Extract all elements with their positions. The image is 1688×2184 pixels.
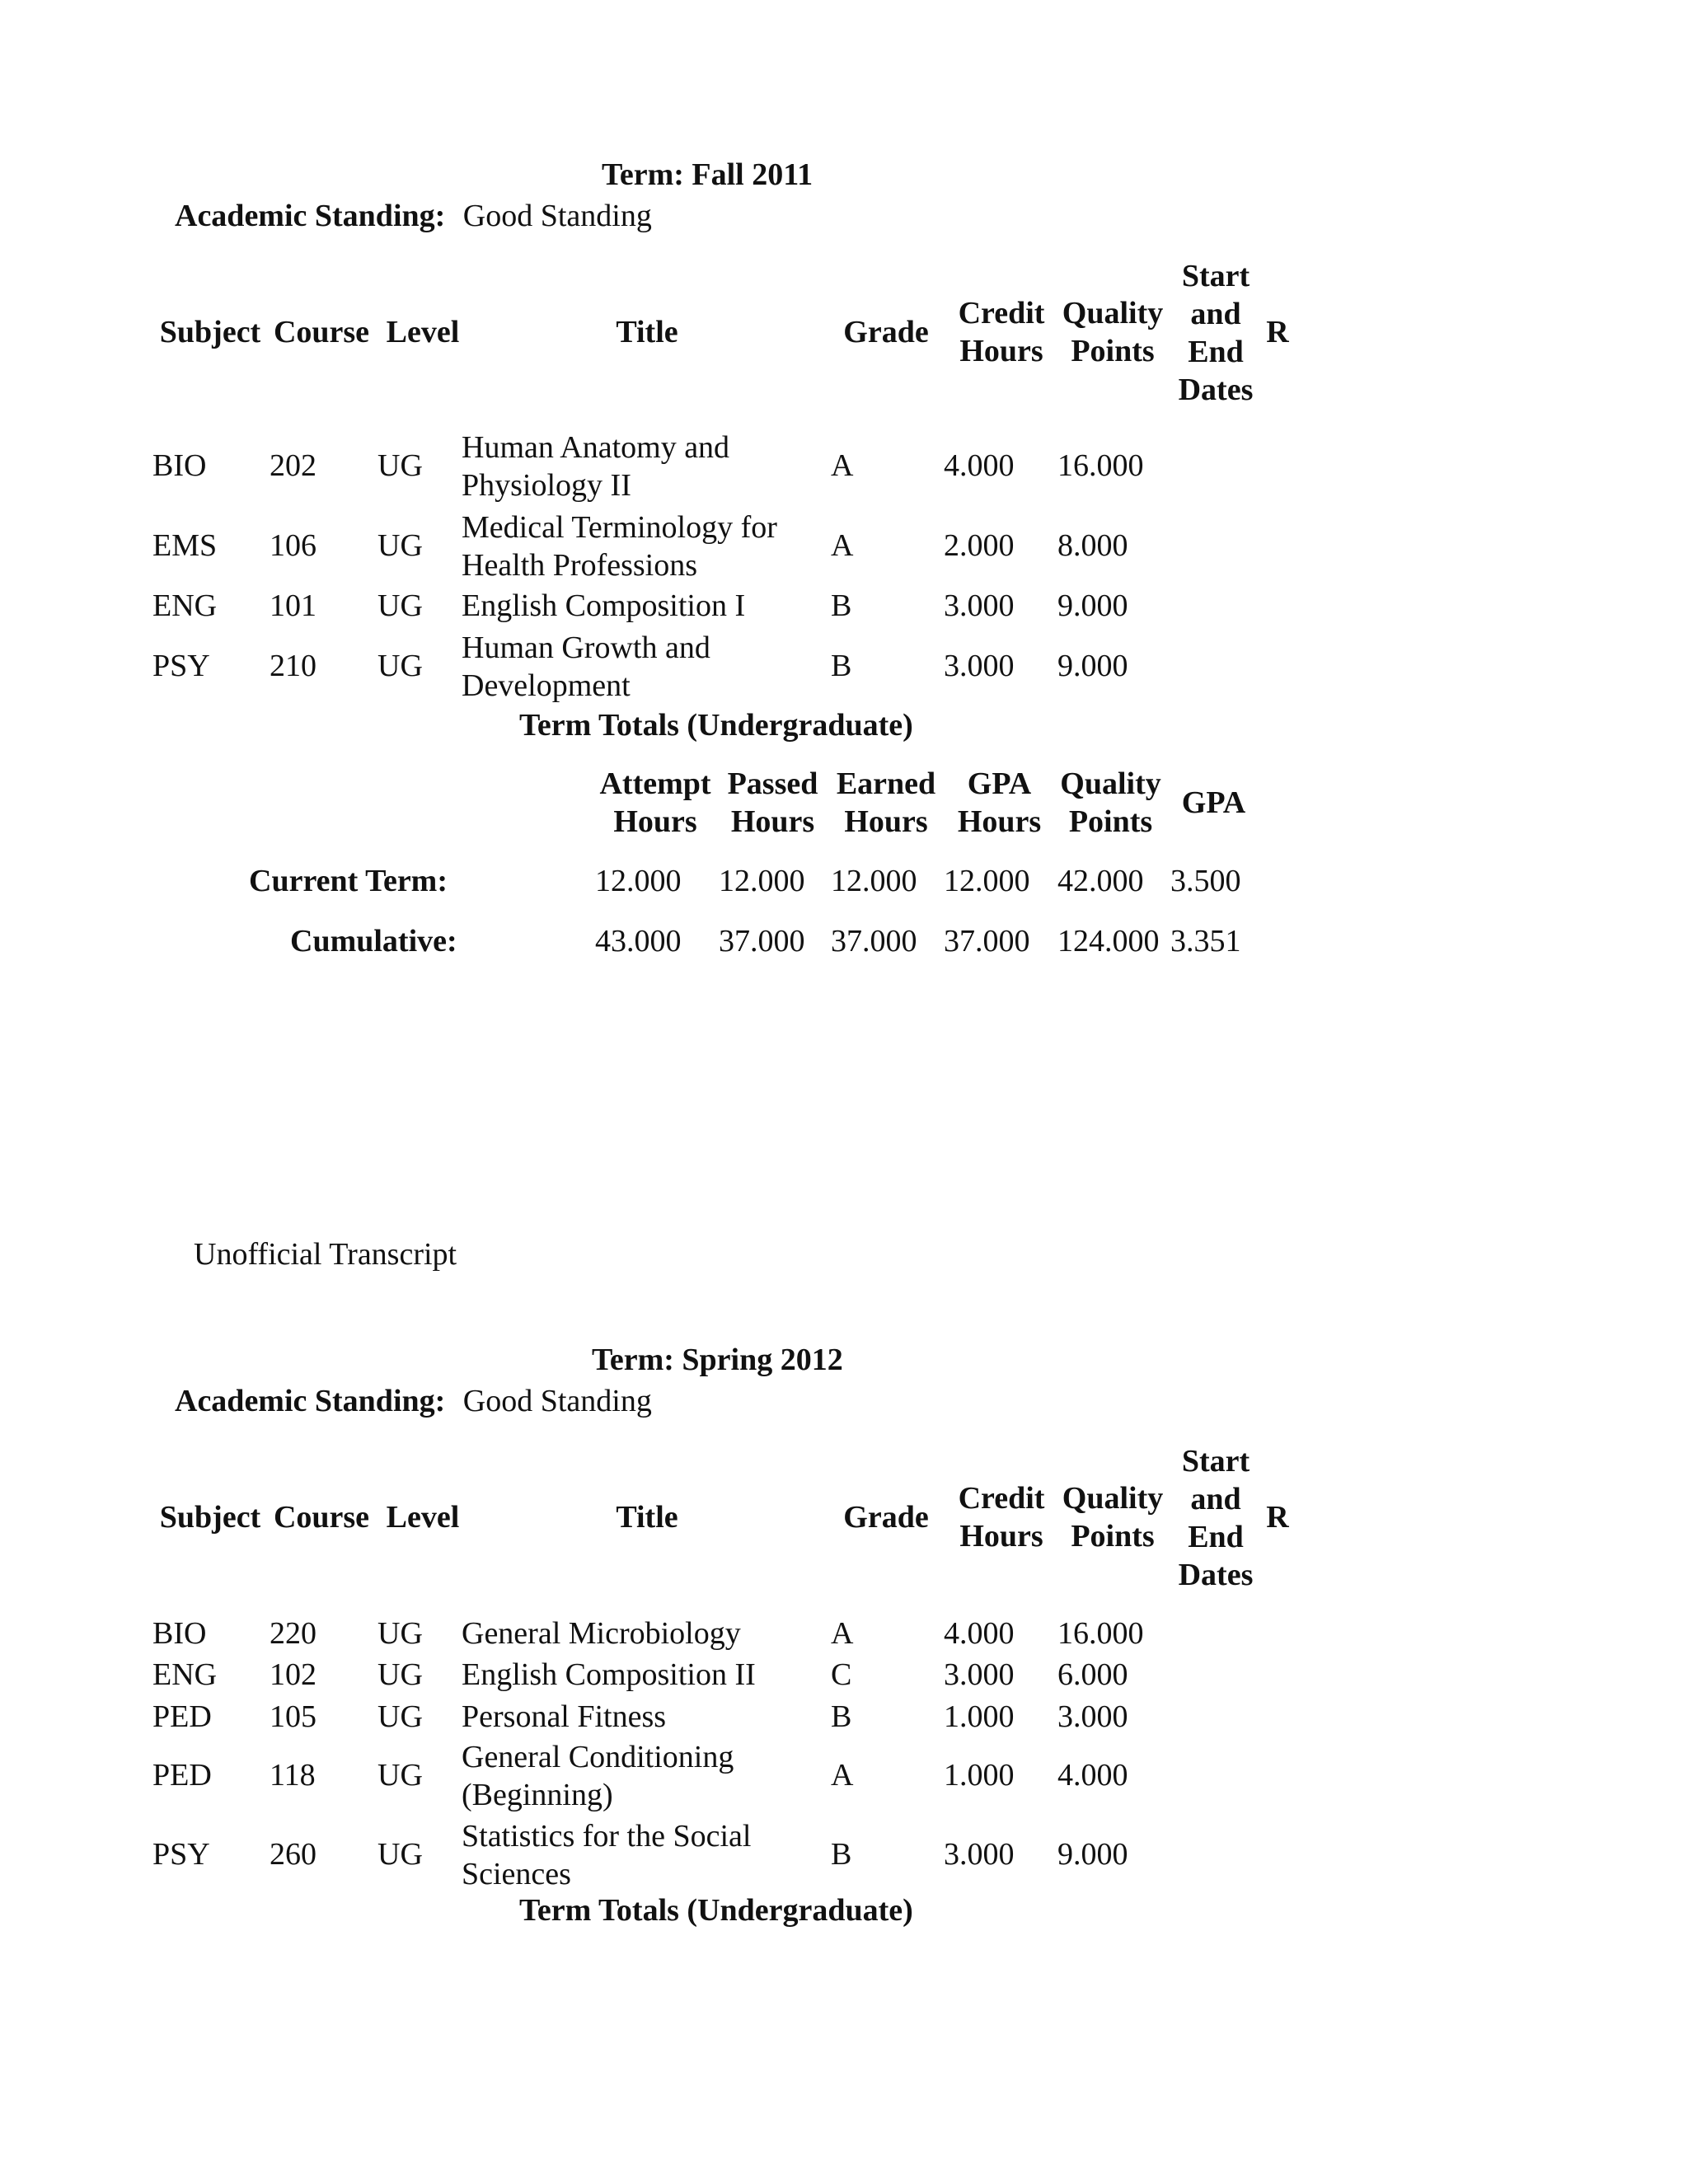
cell-subject: ENG: [152, 1657, 218, 1692]
cell-grade: B: [831, 1699, 852, 1734]
cell-level: UG: [377, 1758, 423, 1793]
cell-quality-points: 3.000: [1057, 1699, 1128, 1734]
header-totals-quality-points: Quality Points: [1060, 766, 1161, 839]
cell-course: 202: [270, 448, 316, 483]
header-course: Course: [273, 315, 370, 349]
cell-grade: B: [831, 588, 852, 623]
cell-title: Human Anatomy and Physiology II: [462, 430, 730, 503]
cell-earned-hours: 37.000: [831, 924, 917, 958]
term-name: Spring 2012: [682, 1343, 843, 1377]
cell-gpa-hours: 37.000: [944, 924, 1030, 958]
academic-standing: [175, 1383, 652, 1421]
header-quality-points: Quality Points: [1062, 1481, 1164, 1554]
header-level: Level: [386, 1500, 460, 1535]
cell-level: UG: [377, 528, 423, 563]
header-earned-hours: Earned Hours: [836, 766, 936, 839]
cell-quality-points: 8.000: [1057, 528, 1128, 563]
cell-gpa-hours: 12.000: [944, 864, 1030, 898]
cell-attempt-hours: 43.000: [595, 924, 682, 958]
totals-row-label: Current Term:: [249, 864, 448, 898]
cell-level: UG: [377, 588, 423, 623]
cell-quality-points: 9.000: [1057, 649, 1128, 683]
cell-grade: A: [831, 448, 854, 483]
cell-quality-points: 9.000: [1057, 588, 1128, 623]
cell-subject: PED: [152, 1758, 212, 1793]
cell-level: UG: [377, 1616, 423, 1651]
cell-quality-points: 16.000: [1057, 1616, 1144, 1651]
term-label: Term:: [602, 157, 684, 192]
header-gpa: GPA: [1181, 785, 1246, 820]
cell-title: English Composition I: [462, 588, 746, 623]
cell-subject: PSY: [152, 649, 210, 683]
cell-quality-points: 9.000: [1057, 1837, 1128, 1872]
standing-value: Good Standing: [462, 199, 652, 233]
cell-title: Medical Terminology for Health Professions: [462, 510, 777, 583]
header-start-end-dates: Start and End Dates: [1178, 1444, 1254, 1592]
cell-credit-hours: 3.000: [944, 588, 1015, 623]
cell-credit-hours: 4.000: [944, 448, 1015, 483]
header-r: R: [1266, 1500, 1289, 1535]
header-start-end-dates: Start and End Dates: [1178, 259, 1254, 407]
cell-level: UG: [377, 649, 423, 683]
cell-course: 102: [270, 1657, 316, 1692]
cell-subject: BIO: [152, 448, 207, 483]
header-attempt-hours: Attempt Hours: [599, 766, 711, 839]
cell-subject: BIO: [152, 1616, 207, 1651]
cell-quality-points: 6.000: [1057, 1657, 1128, 1692]
cell-quality-points: 124.000: [1057, 924, 1160, 958]
academic-standing: [175, 198, 652, 236]
cell-credit-hours: 4.000: [944, 1616, 1015, 1651]
totals-row-label: Cumulative:: [290, 924, 457, 958]
cell-gpa: 3.500: [1170, 864, 1241, 898]
header-gpa-hours: GPA Hours: [957, 766, 1042, 839]
cell-course: 101: [270, 588, 316, 623]
cell-quality-points: 16.000: [1057, 448, 1144, 483]
cell-level: UG: [377, 1699, 423, 1734]
cell-subject: PSY: [152, 1837, 210, 1872]
standing-label: Academic Standing:: [175, 1384, 446, 1418]
header-course: Course: [273, 1500, 370, 1535]
cell-title: Statistics for the Social Sciences: [462, 1819, 752, 1891]
cell-passed-hours: 37.000: [719, 924, 805, 958]
header-passed-hours: Passed Hours: [727, 766, 818, 839]
cell-grade: C: [831, 1657, 852, 1692]
header-quality-points: Quality Points: [1062, 296, 1164, 368]
term-totals-title: Term Totals (Undergraduate): [519, 708, 913, 743]
cell-level: UG: [377, 448, 423, 483]
cell-grade: A: [831, 1616, 854, 1651]
cell-course: 106: [270, 528, 316, 563]
cell-passed-hours: 12.000: [719, 864, 805, 898]
standing-label: Academic Standing:: [175, 199, 446, 233]
term-totals-title: Term Totals (Undergraduate): [519, 1893, 913, 1928]
header-grade: Grade: [843, 1500, 929, 1535]
cell-subject: EMS: [152, 528, 218, 563]
cell-gpa: 3.351: [1170, 924, 1241, 958]
cell-credit-hours: 1.000: [944, 1699, 1015, 1734]
term-label: Term:: [592, 1343, 674, 1377]
cell-subject: PED: [152, 1699, 212, 1734]
cell-attempt-hours: 12.000: [595, 864, 682, 898]
cell-level: UG: [377, 1657, 423, 1692]
cell-credit-hours: 3.000: [944, 1837, 1015, 1872]
cell-credit-hours: 1.000: [944, 1758, 1015, 1793]
header-credit-hours: Credit Hours: [958, 1481, 1045, 1554]
header-r: R: [1266, 315, 1289, 349]
cell-grade: B: [831, 649, 852, 683]
cell-quality-points: 42.000: [1057, 864, 1144, 898]
cell-earned-hours: 12.000: [831, 864, 917, 898]
cell-title: Personal Fitness: [462, 1699, 667, 1734]
cell-subject: ENG: [152, 588, 218, 623]
standing-value: Good Standing: [462, 1384, 652, 1418]
term-name: Fall 2011: [692, 157, 814, 192]
header-subject: Subject: [159, 315, 261, 349]
cell-title: Human Growth and Development: [462, 630, 710, 703]
header-grade: Grade: [843, 315, 929, 349]
cell-title: General Microbiology: [462, 1616, 741, 1651]
term-heading: [592, 1342, 843, 1380]
cell-credit-hours: 3.000: [944, 649, 1015, 683]
cell-grade: A: [831, 528, 854, 563]
cell-level: UG: [377, 1837, 423, 1872]
cell-course: 210: [270, 649, 316, 683]
document-label: Unofficial Transcript: [194, 1237, 457, 1272]
header-credit-hours: Credit Hours: [958, 296, 1045, 368]
cell-grade: A: [831, 1758, 854, 1793]
term-heading: [602, 157, 813, 194]
cell-title: General Conditioning (Beginning): [462, 1740, 734, 1812]
cell-grade: B: [831, 1837, 852, 1872]
cell-title: English Composition II: [462, 1657, 756, 1692]
header-title: Title: [616, 1500, 678, 1535]
cell-course: 260: [270, 1837, 316, 1872]
header-level: Level: [386, 315, 460, 349]
cell-course: 105: [270, 1699, 316, 1734]
header-title: Title: [616, 315, 678, 349]
cell-course: 220: [270, 1616, 316, 1651]
cell-credit-hours: 3.000: [944, 1657, 1015, 1692]
header-subject: Subject: [159, 1500, 261, 1535]
cell-credit-hours: 2.000: [944, 528, 1015, 563]
cell-course: 118: [270, 1758, 316, 1793]
cell-quality-points: 4.000: [1057, 1758, 1128, 1793]
